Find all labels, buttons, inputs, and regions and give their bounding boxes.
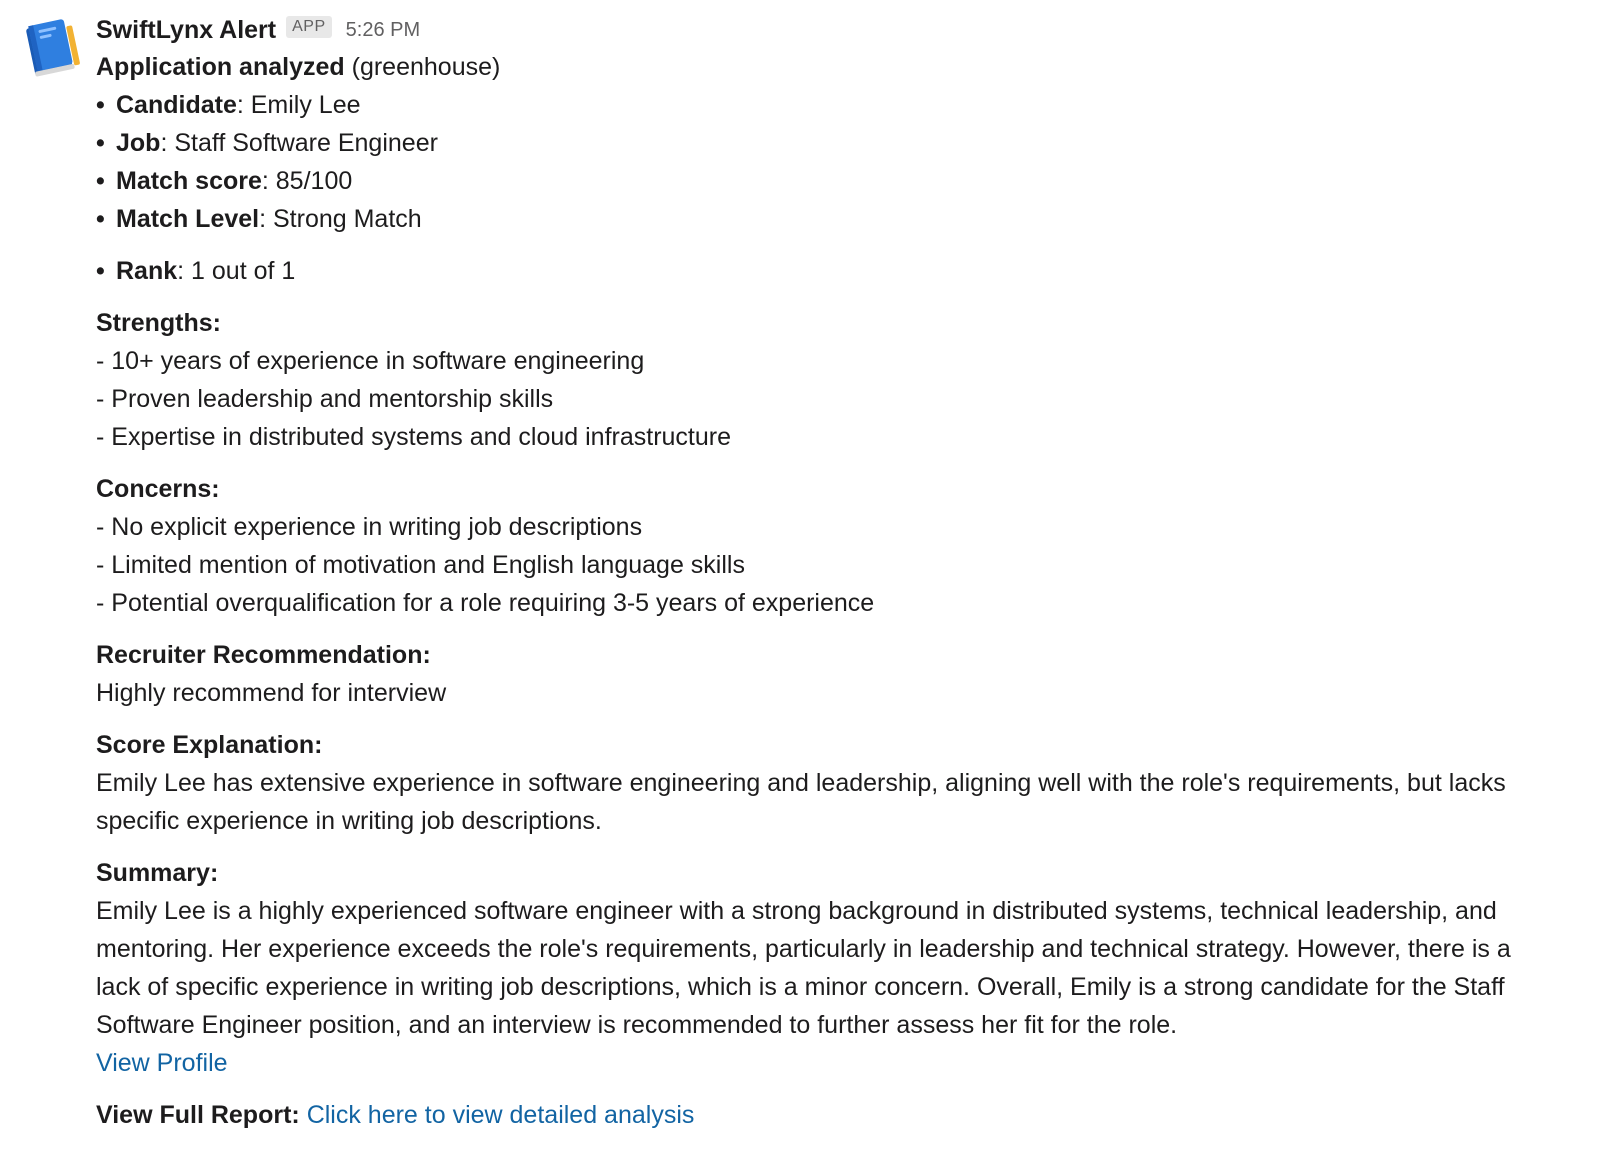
- message-header: [96, 11, 420, 49]
- title-source: (greenhouse): [344, 53, 501, 81]
- field-match-level: [96, 200, 422, 238]
- score-explanation-heading: [96, 726, 322, 764]
- view-profile-row: [96, 1044, 228, 1082]
- full-report-row: [96, 1096, 694, 1134]
- bullet-marker: •: [96, 257, 105, 285]
- field-value: : 1 out of 1: [177, 257, 296, 285]
- bullet-marker: •: [96, 167, 105, 195]
- field-rank: [96, 252, 295, 290]
- bullet-marker: •: [96, 205, 105, 233]
- field-label: Job: [116, 129, 161, 157]
- field-match-score: [96, 162, 352, 200]
- view-profile-link[interactable]: View Profile: [96, 1049, 228, 1077]
- detailed-analysis-link[interactable]: Click here to view detailed analysis: [306, 1101, 695, 1129]
- field-job: [96, 124, 438, 162]
- app-badge: APP: [286, 16, 332, 38]
- concern-item: - Limited mention of motivation and English language skills: [96, 551, 745, 579]
- strength-item: - Proven leadership and mentorship skills: [96, 385, 554, 413]
- field-value: : Strong Match: [259, 205, 422, 233]
- concern-item: - Potential overqualification for a role requiring 3-5 years of experience: [96, 589, 875, 617]
- strength-item: - 10+ years of experience in software engineering: [96, 347, 645, 375]
- section-heading: Score Explanation:: [96, 731, 323, 759]
- summary-text: Emily Lee is a highly experienced software engineer with a strong background in distributed systems, technical leadership, and mentoring. Her experience exceeds the role's requirements, particularly in leadership and technical strategy. However, there is a lack of specific experience in writing job descriptions, which is a minor concern. Overall, Emily is a strong candidate for the Staff Software Engineer position, and an interview is recommended to further assess her fit for the role.: [96, 897, 1511, 1039]
- section-heading: Recruiter Recommendation:: [96, 641, 431, 669]
- sender-name[interactable]: SwiftLynx Alert: [96, 16, 277, 44]
- bullet-marker: •: [96, 129, 105, 157]
- field-label: Match Level: [116, 205, 260, 233]
- bullet-marker: •: [96, 91, 105, 119]
- score-explanation-text: Emily Lee has extensive experience in software engineering and leadership, aligning well with the role's requirements, but lacks specific experience in writing job descriptions.: [96, 769, 1506, 835]
- strengths-heading: [96, 304, 221, 342]
- message-title: [96, 48, 500, 86]
- app-avatar[interactable]: [20, 16, 82, 78]
- field-label: Rank: [116, 257, 178, 285]
- strength-item: - Expertise in distributed systems and cloud infrastructure: [96, 423, 731, 451]
- recommendation-heading: [96, 636, 431, 674]
- field-value: : 85/100: [261, 167, 353, 195]
- message-timestamp[interactable]: 5:26 PM: [345, 19, 421, 41]
- full-report-label: View Full Report:: [96, 1101, 300, 1129]
- book-icon: [20, 16, 82, 78]
- section-heading: Strengths:: [96, 309, 221, 337]
- recommendation-text: Highly recommend for interview: [96, 679, 447, 707]
- concern-item: - No explicit experience in writing job descriptions: [96, 513, 643, 541]
- field-label: Match score: [116, 167, 262, 195]
- concerns-heading: [96, 470, 220, 508]
- field-candidate: [96, 86, 361, 124]
- field-value: : Staff Software Engineer: [160, 129, 438, 157]
- title-bold: Application analyzed: [96, 53, 345, 81]
- field-label: Candidate: [116, 91, 237, 119]
- section-heading: Concerns:: [96, 475, 220, 503]
- summary-heading: [96, 854, 218, 892]
- field-value: : Emily Lee: [236, 91, 361, 119]
- section-heading: Summary:: [96, 859, 219, 887]
